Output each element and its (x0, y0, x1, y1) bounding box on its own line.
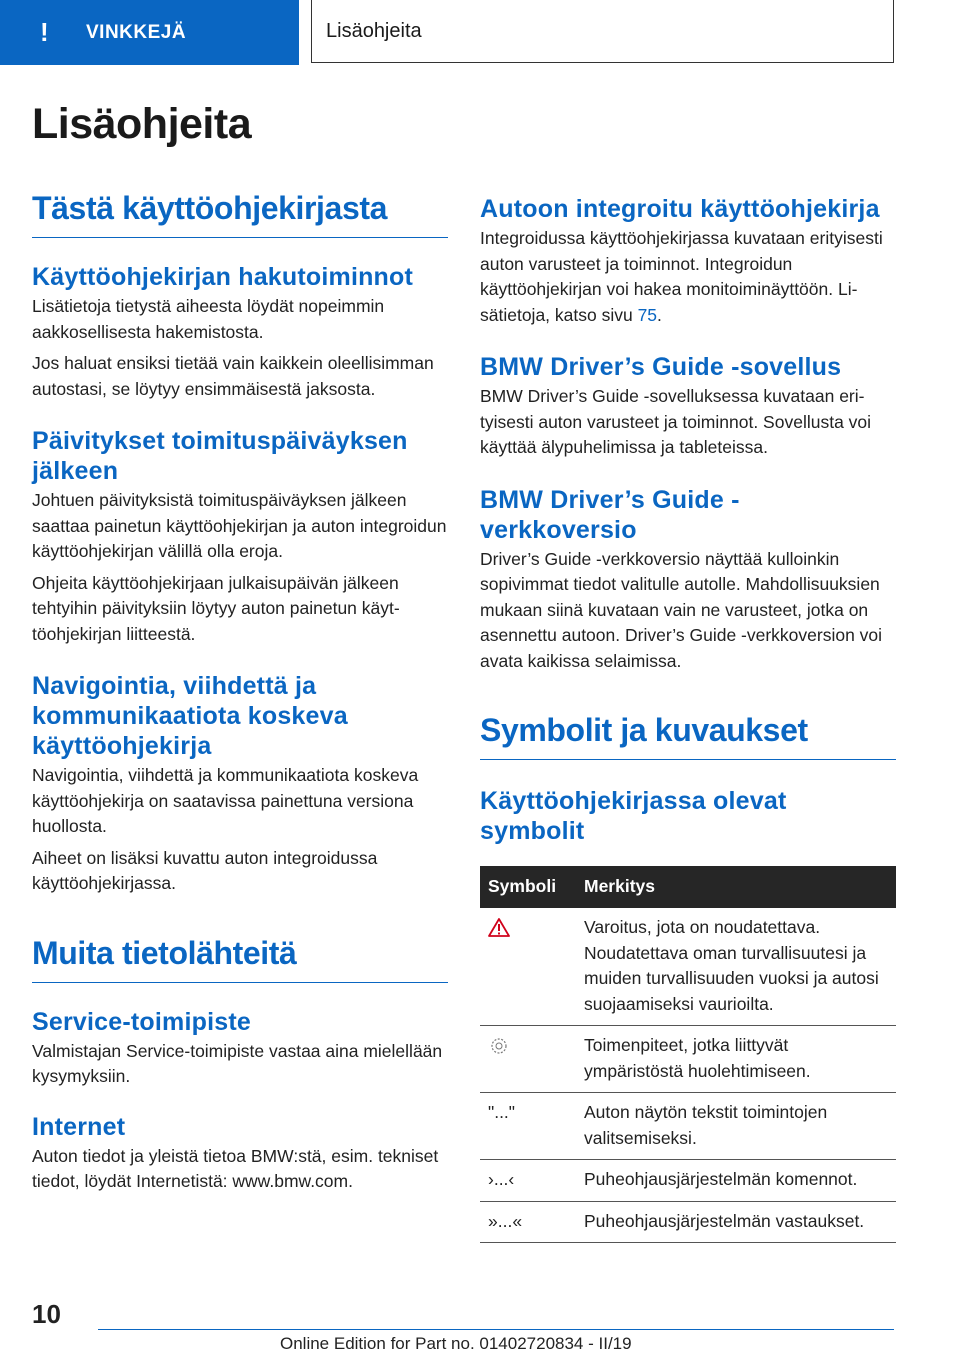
table-row (480, 1026, 896, 1093)
table-row (480, 1160, 896, 1202)
table-header-symbol: Symboli (480, 866, 576, 908)
updates-title: Päivitykset toimituspäiväyksen jälkeen (32, 427, 408, 485)
web-title: BMW Driver’s Guide - verkkoversio (480, 485, 740, 544)
search-paragraph-1: Lisätietoja tietystä aiheesta löydät nopeimmin aakkosellisesta hakemistosta. (32, 296, 385, 342)
footer-divider (98, 1329, 894, 1330)
integrated-title: Autoon integroitu käyttöohjekirja (480, 195, 880, 223)
header-tab (0, 0, 299, 65)
table-cell-meaning: Auton näytön tekstit toimintojen valitsemiseksi. (576, 1093, 896, 1160)
table-row (480, 908, 896, 1026)
page-number: 10 (32, 1299, 61, 1329)
web-paragraph: Driver’s Guide -verkkoversio näyttää kulloinkin sopivimmat tiedot valitulle autolle. Mahdollisuuksien mukaan siinä kuvataan vain ne varusteet, jotka on asennettu autoon. Driver’s Guide -verkkoversion voi avata kaikissa selaimissa. (480, 548, 883, 671)
app-title: BMW Driver’s Guide -sovellus (480, 353, 842, 381)
page-title: Lisäohjeita (32, 100, 252, 148)
table-cell-symbol: »...« (480, 1201, 576, 1243)
integrated-text: Integroidussa käyttöohjekirjassa kuvataan erityisesti auton varusteet ja toiminnot. Integroidun käyttöohjekirjan voi hakea monitoiminäyttöön. Lisätietoja, katso sivu (480, 228, 883, 325)
updates-paragraph-2: Ohjeita käyttöohjekirjaan julkaisupäivän jälkeen tehtyihin päivityksiin löytyy auton painetun käyttöohjekirjan liitteestä. (32, 572, 400, 644)
header-section-box (311, 0, 894, 63)
symbols-title: Käyttöohjekirjassa olevat symbolit (480, 787, 787, 845)
table-header-meaning: Merkitys (576, 866, 896, 908)
nav-paragraph-1: Navigointia, viihdettä ja kommunikaatiota koskeva käyttöohjekirja on saatavissa painettuna versiona huollosta. (32, 765, 419, 836)
table-cell-meaning: Varoitus, jota on noudatettava. Noudatettava oman turvallisuutesi ja muiden turvallisuuden vuoksi ja autosi suojaamiseksi vaurioilta. (576, 908, 896, 1026)
table-cell-meaning: Puheohjausjärjestelmän komennot. (576, 1160, 896, 1202)
environment-icon (488, 1036, 510, 1056)
table-row (480, 1093, 896, 1160)
table-header-row (480, 866, 896, 908)
exclamation-icon: ! (40, 17, 49, 47)
right-column (480, 190, 896, 1243)
internet-title: Internet (32, 1112, 126, 1141)
service-title: Service-toimipiste (32, 1007, 251, 1036)
table-cell-symbol (480, 908, 576, 1026)
table-cell-meaning: Toimenpiteet, jotka liittyvät ympäristöstä huolehtimiseen. (576, 1026, 896, 1093)
header-tab-label: VINKKEJÄ (86, 21, 187, 43)
heading-manual: Tästä käyttöohjekirjasta (32, 190, 448, 238)
integrated-paragraph (480, 226, 896, 328)
table-row (480, 1201, 896, 1243)
page-link[interactable]: 75 (637, 304, 658, 325)
table-cell-symbol: ›...‹ (480, 1160, 576, 1202)
app-paragraph: BMW Driver’s Guide -sovelluksessa kuvataan erityisesti auton varusteet ja toiminnot. Sovellusta voi käyttää älypuhelimissa ja tableteissa. (480, 386, 872, 457)
symbols-table (480, 866, 896, 1243)
heading-sources: Muita tietolähteitä (32, 935, 448, 983)
table-cell-symbol (480, 1026, 576, 1093)
nav-paragraph-2: Aiheet on lisäksi kuvattu auton integroidussa käyttöohjekirjassa. (32, 847, 378, 893)
heading-symbols: Symbolit ja kuvaukset (480, 712, 896, 760)
search-paragraph-2: Jos haluat ensiksi tietää vain kaikkein oleellisimman autostasi, se löytyy ensimmäisestä jaksosta. (32, 353, 434, 399)
search-title: Käyttöohjekirjan hakutoiminnot (32, 263, 414, 291)
table-cell-meaning: Puheohjausjärjestelmän vastaukset. (576, 1201, 896, 1243)
warning-triangle-icon (488, 918, 510, 937)
nav-title: Navigointia, viihdettä ja kommunikaatiota koskeva käyttöohjekirja (32, 672, 348, 760)
header-section-label: Lisäohjeita (326, 19, 422, 42)
table-cell-symbol: "..." (480, 1093, 576, 1160)
service-paragraph: Valmistajan Service-toimipiste vastaa aina mielellään kysymyksiin. (32, 1040, 443, 1086)
left-column (32, 190, 448, 1195)
integrated-end: . (657, 304, 662, 325)
internet-paragraph: Auton tiedot ja yleistä tietoa BMW:stä, esim. tekniset tiedot, löydät Internetistä: www.bmw.com. (32, 1145, 439, 1191)
updates-paragraph-1: Johtuen päivityksistä toimituspäiväyksen jälkeen saattaa painetun käyttöohjekirjan ja auton integroidun käyttöohjekirjan välillä olla eroja. (32, 490, 447, 561)
footer-edition: Online Edition for Part no. 01402720834 - II/19 (280, 1334, 632, 1353)
